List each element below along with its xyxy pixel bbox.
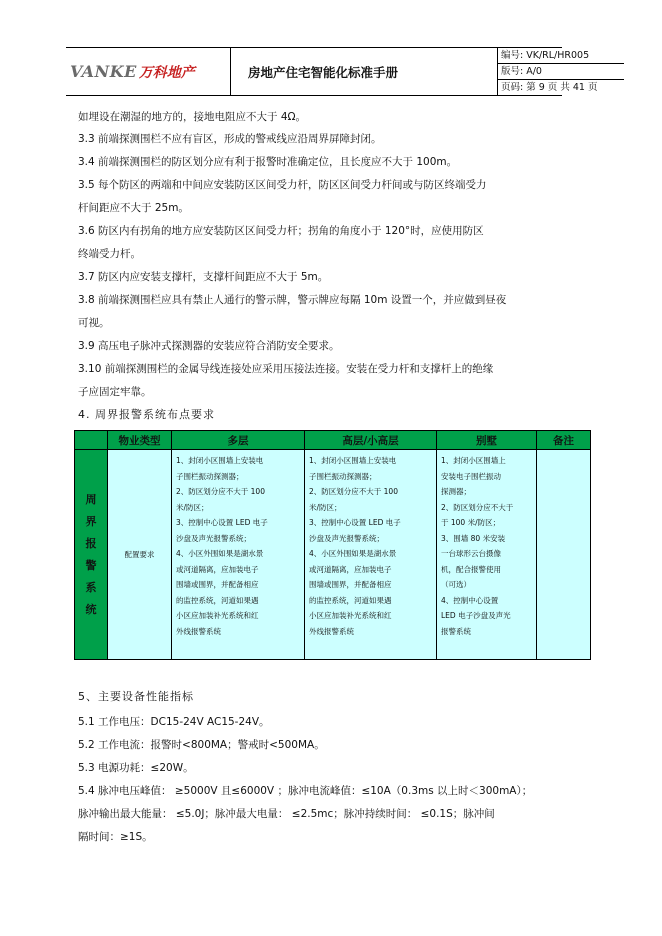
header-remark: 备注 <box>537 431 591 450</box>
logo-brand-en: VANKE <box>70 62 137 81</box>
paragraph: 3.7 防区内应安装支撑杆，支撑杆间距应不大于 5m。 <box>78 271 329 283</box>
cell-remark <box>537 450 591 660</box>
cell-multi-story: 1、封闭小区围墙上安装电 子围栏振动探测器； 2、防区划分应不大于 100 米/防区； 3、控制中心设置 LED 电子 沙盘及声光报警系统； 4、小区外围如果是湖水景 或河道隔离，应加装电子 围墙或围界，并配备相应 的监控系统，河道如果遇 小区应加装补光系统和红 外线报警系统 <box>172 450 305 660</box>
paragraph: 3.6 防区内有拐角的地方应安装防区区间受力杆；拐角的角度小于 120°时，应使用防区 <box>78 225 484 237</box>
table-corner <box>75 431 108 450</box>
table-row <box>75 450 591 660</box>
paragraph: 如埋设在潮湿的地方的，接地电阻应不大于 4Ω。 <box>78 111 307 123</box>
spec-line: 5.1 工作电压：DC15-24V AC15-24V。 <box>78 716 270 728</box>
paragraph: 杆间距应不大于 25m。 <box>78 202 189 214</box>
header-property-type: 物业类型 <box>108 431 172 450</box>
doc-title: 房地产住宅智能化标准手册 <box>248 64 399 80</box>
paragraph: 3.5 每个防区的两端和中间应安装防区区间受力杆，防区区间受力杆间或与防区终端受力 <box>78 179 487 191</box>
cell-villa: 1、封闭小区围墙上 安装电子围栏振动 探测器； 2、防区划分应不大于 于 100 米/防区； 3、围墙 80 米安装 一台球形云台摄像 机，配合报警使用 （可选） 4、控制中心设置 LED 电子沙盘及声光 报警系统 <box>437 450 537 660</box>
doc-meta <box>497 48 624 95</box>
spec-line: 5.2 工作电流：报警时<800MA；警戒时<500MA。 <box>78 739 325 751</box>
section-5-title: 5、主要设备性能指标 <box>78 690 194 703</box>
spec-line: 隔时间：≥1S。 <box>78 831 153 843</box>
vanke-logo <box>66 48 231 95</box>
header-multi-story: 多层 <box>172 431 305 450</box>
spec-line: 脉冲输出最大能量： ≤5.0J；脉冲最大电量： ≤2.5mc；脉冲持续时间： ≤0.1S；脉冲间 <box>78 808 495 820</box>
header-high-rise: 高层/小高层 <box>305 431 437 450</box>
spec-line: 5.4 脉冲电压峰值： ≥5000V 且≤6000V ；脉冲电流峰值：≤10A（0.3ms 以上时＜300mA）； <box>78 785 533 797</box>
paragraph: 终端受力杆。 <box>78 248 141 260</box>
spec-line: 5.3 电源功耗：≤20W。 <box>78 762 194 774</box>
section-4-title: 4. 周界报警系统布点要求 <box>78 408 215 421</box>
paragraph: 3.4 前端探测围栏的防区划分应有利于报警时准确定位，且长度应不大于 100m。 <box>78 156 458 168</box>
logo-brand-cn: 万科地产 <box>138 64 195 81</box>
perimeter-alarm-table <box>74 430 591 660</box>
doc-number: 编号: VK/RL/HR005 <box>498 48 624 64</box>
document-header <box>66 47 598 96</box>
header-villa: 别墅 <box>437 431 537 450</box>
paragraph: 子应固定牢靠。 <box>78 386 152 398</box>
doc-page: 页码: 第 9 页 共 41 页 <box>501 82 598 93</box>
side-label: 周 界 报 警 系 统 <box>75 450 108 660</box>
paragraph: 3.8 前端探测围栏应具有禁止人通行的警示牌，警示牌应每隔 10m 设置一个，并应做到昼夜 <box>78 294 507 306</box>
paragraph: 3.3 前端探测围栏不应有盲区，形成的警戒线应沿周界屏障封闭。 <box>78 133 382 145</box>
table-header-row <box>75 431 591 450</box>
doc-version: 版号: A/0 <box>498 64 624 80</box>
cell-high-rise: 1、封闭小区围墙上安装电 子围栏振动探测器； 2、防区划分应不大于 100 米/防区； 3、控制中心设置 LED 电子 沙盘及声光报警系统； 4、小区外围如果是湖水景 或河道隔离，应加装电子 围墙或围界，并配备相应 的监控系统，河道如果遇 小区应加装补光系统和红 外线报警系统 <box>305 450 437 660</box>
row-type-config: 配置要求 <box>108 450 172 660</box>
paragraph: 3.9 高压电子脉冲式探测器的安装应符合消防安全要求。 <box>78 340 340 352</box>
paragraph: 3.10 前端探测围栏的金属导线连接处应采用压接法连接。安装在受力杆和支撑杆上的绝缘 <box>78 363 494 375</box>
paragraph: 可视。 <box>78 317 110 329</box>
